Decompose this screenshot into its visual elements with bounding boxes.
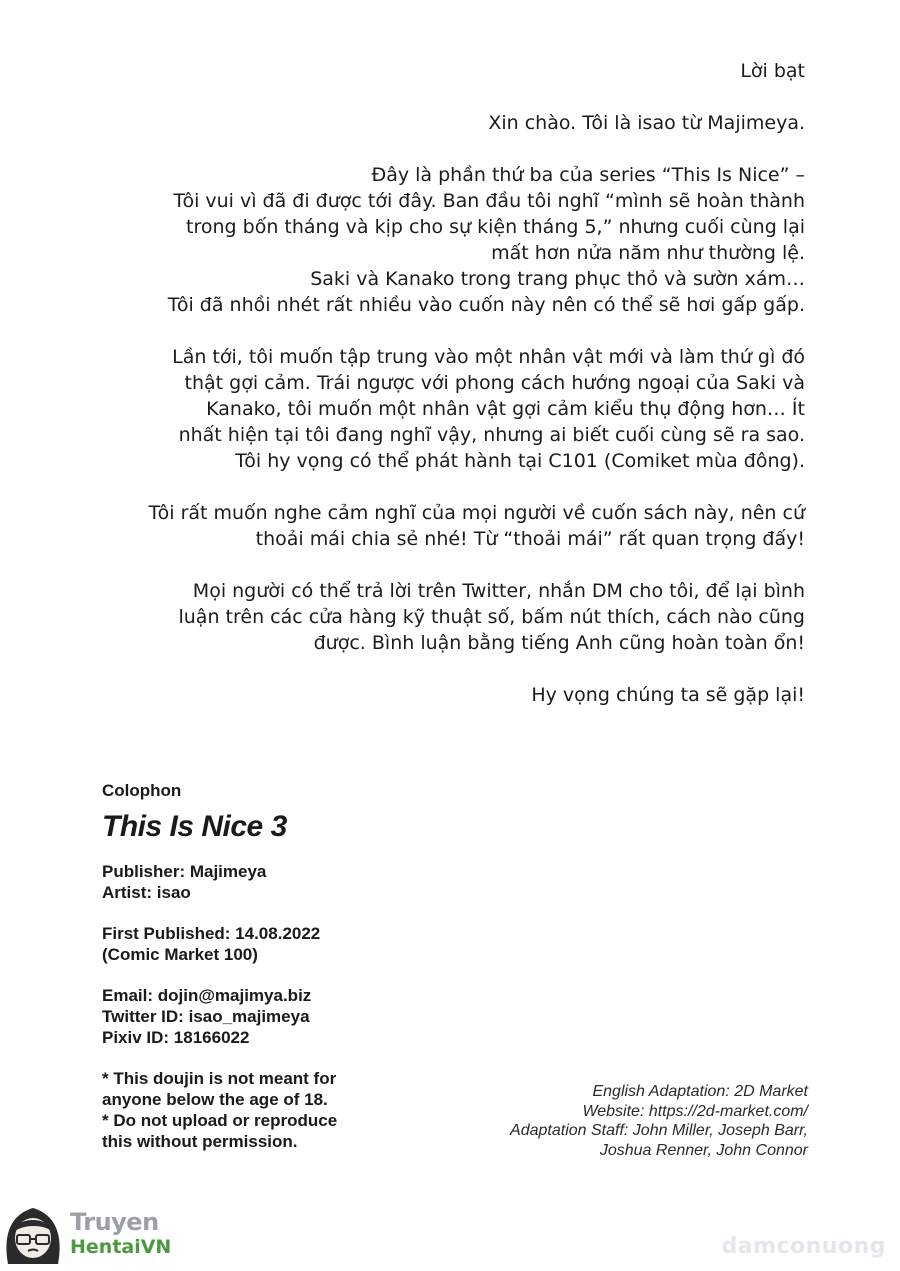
event: (Comic Market 100) [102,945,258,964]
text-line: Đây là phần thứ ba của series “This Is Nice” – [371,164,805,186]
text-line: thật gợi cảm. Trái ngược với phong cách hướng ngoại của Saki và [184,372,805,394]
credit-line: Website: https://2d-market.com/ [582,1102,808,1120]
credit-line: Adaptation Staff: John Miller, Joseph Barr, [510,1122,808,1139]
text-line: Saki và Kanako trong trang phục thỏ và sườn xám… [310,268,805,290]
afterword-paragraph-4 [125,578,805,656]
age-notice: anyone below the age of 18. [102,1090,328,1109]
text-line: Tôi vui vì đã đi được tới đây. Ban đầu tôi nghĩ “mình sẽ hoàn thành [173,190,805,212]
watermark: damconuong [721,1234,886,1259]
avatar-icon [0,1202,66,1268]
afterword-closing: Hy vọng chúng ta sẽ gặp lại! [531,684,805,706]
book-title: This Is Nice 3 [102,810,287,843]
text-line: Mọi người có thể trả lời trên Twitter, nhắn DM cho tôi, để lại bình [192,580,805,602]
text-line: thoải mái chia sẻ nhé! Từ “thoải mái” rất quan trọng đấy! [255,528,805,550]
email: Email: dojin@majimya.biz [102,986,312,1005]
afterword-paragraph-1 [125,162,805,318]
logo-text-hentaivn: HentaiVN [70,1236,172,1258]
text-line: Tôi đã nhồi nhét rất nhiều vào cuốn này nên có thể sẽ hơi gấp gấp. [167,294,805,316]
text-line: Lần tới, tôi muốn tập trung vào một nhân vật mới và làm thứ gì đó [172,346,805,368]
afterword-greeting: Xin chào. Tôi là isao từ Majimeya. [488,112,805,134]
text-line: Tôi rất muốn nghe cảm nghĩ của mọi người về cuốn sách này, nên cứ [148,502,805,524]
text-line: mất hơn nửa năm như thường lệ. [491,242,805,264]
age-notice: * This doujin is not meant for [102,1069,337,1088]
site-logo [0,1198,180,1268]
notices [102,1068,502,1152]
logo-text-truyen: Truyen [70,1208,159,1236]
colophon [102,780,502,1152]
publisher: Publisher: Majimeya [102,862,267,881]
publication-info [102,923,502,965]
twitter-id: Twitter ID: isao_majimeya [102,1007,310,1026]
text-line: trong bốn tháng và kịp cho sự kiện tháng 5,” nhưng cuối cùng lại [186,216,805,238]
publisher-info [102,861,502,903]
afterword-heading: Lời bạt [740,60,805,82]
afterword [125,58,805,708]
first-published: First Published: 14.08.2022 [102,924,321,943]
artist: Artist: isao [102,883,191,902]
text-line: nhất hiện tại tôi đang nghĩ vậy, nhưng ai biết cuối cùng sẽ ra sao. [178,424,805,446]
text-line: Tôi hy vọng có thể phát hành tại C101 (Comiket mùa đông). [235,450,805,472]
credit-line: Joshua Renner, John Connor [599,1141,808,1159]
contact-info [102,985,502,1048]
text-line: luận trên các cửa hàng kỹ thuật số, bấm nút thích, cách nào cũng [178,606,805,628]
afterword-paragraph-3 [125,500,805,552]
adaptation-credits [468,1082,808,1160]
credit-line: English Adaptation: 2D Market [592,1083,808,1100]
pixiv-id: Pixiv ID: 18166022 [102,1028,250,1047]
upload-notice: this without permission. [102,1132,298,1151]
afterword-paragraph-2 [125,344,805,474]
upload-notice: * Do not upload or reproduce [102,1111,338,1130]
colophon-label: Colophon [102,781,182,800]
text-line: Kanako, tôi muốn một nhân vật gợi cảm kiểu thụ động hơn… Ít [206,398,805,420]
text-line: được. Bình luận bằng tiếng Anh cũng hoàn toàn ổn! [313,632,805,654]
